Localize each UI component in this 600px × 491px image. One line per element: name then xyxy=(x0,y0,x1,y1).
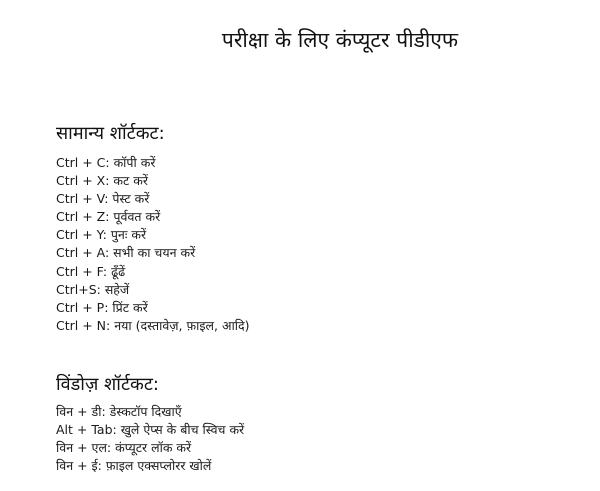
shortcut-item-print: Ctrl + P: प्रिंट करें xyxy=(56,299,148,315)
shortcut-item-new: Ctrl + N: नया (दस्तावेज़, फ़ाइल, आदि) xyxy=(56,317,250,333)
windows-shortcuts-heading: विंडोज़ शॉर्टकट: xyxy=(56,374,159,395)
shortcut-item-show-desktop: विन + डी: डेस्कटॉप दिखाएँ xyxy=(56,404,182,419)
windows-shortcuts-list xyxy=(56,403,576,475)
shortcut-item-cut: Ctrl + X: कट करें xyxy=(56,173,148,189)
shortcut-item-paste: Ctrl + V: पेस्ट करें xyxy=(56,191,150,207)
shortcut-item-find: Ctrl + F: ढूँढें xyxy=(56,263,126,279)
shortcut-item-copy: Ctrl + C: कॉपी करें xyxy=(56,155,156,170)
shortcut-item-undo: Ctrl + Z: पूर्ववत करें xyxy=(56,209,161,225)
windows-shortcuts-section xyxy=(56,372,576,475)
shortcut-item-open-explorer: विन + ई: फ़ाइल एक्सप्लोरर खोलें xyxy=(56,458,212,473)
shortcut-item-redo: Ctrl + Y: पुनः करें xyxy=(56,227,147,243)
general-shortcuts-heading: सामान्य शॉर्टकट: xyxy=(56,123,165,144)
shortcut-item-select-all: Ctrl + A: सभी का चयन करें xyxy=(56,245,196,261)
shortcut-item-lock-computer: विन + एल: कंप्यूटर लॉक करें xyxy=(56,440,192,455)
document-title: परीक्षा के लिए कंप्यूटर पीडीएफ xyxy=(221,28,459,52)
shortcut-item-switch-apps: Alt + Tab: खुले ऐप्स के बीच स्विच करें xyxy=(56,422,245,437)
general-shortcuts-section xyxy=(56,121,576,335)
general-shortcuts-list xyxy=(56,154,576,335)
shortcut-item-save: Ctrl+S: सहेजें xyxy=(56,281,130,297)
